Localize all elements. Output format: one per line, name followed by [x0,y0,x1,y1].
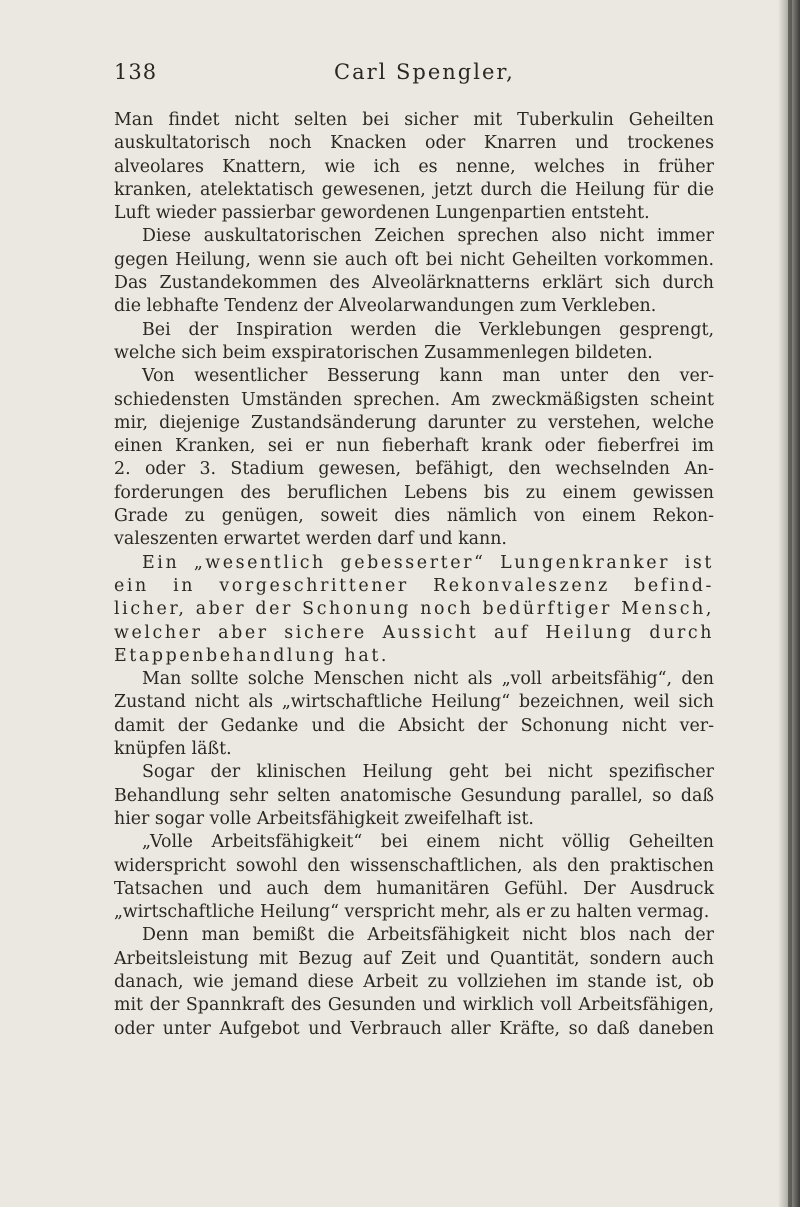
text-line: Das Zustandekommen des Alveolärknatterns erklärt sich durch [114,273,714,294]
text-line: widerspricht sowohl den wissenschaftlichen, als den praktischen [114,855,714,876]
text-line: knüpfen läßt. [114,739,232,760]
text-line: Grade zu genügen, soweit dies nämlich von einem Rekon- [114,506,714,527]
text-line: Man sollte solche Menschen nicht als „voll arbeitsfähig“, den [142,669,714,690]
text-line: Man findet nicht selten bei sicher mit Tuberkulin Geheilten [114,110,714,130]
text-line: Ein „wesentlich gebesserter“ Lungenkranker ist [142,552,714,573]
text-line: Zustand nicht als „wirtschaftliche Heilung“ bezeichnen, weil sich [114,692,714,713]
text-line: „wirtschaftliche Heilung“ verspricht mehr, als er zu halten vermag. [114,902,710,923]
text-line: Arbeitsleistung mit Bezug auf Zeit und Quantität, sondern auch [114,948,714,969]
text-line: Bei der Inspiration werden die Verklebungen gesprengt, [142,319,714,340]
text-line: Luft wieder passierbar gewordenen Lungenpartien entsteht. [114,203,650,224]
body-text [114,109,714,1041]
text-line: auskultatorisch noch Knacken oder Knarren und trockenes [114,133,714,154]
text-line: oder unter Aufgebot und Verbrauch aller Kräfte, so daß daneben [114,1018,714,1039]
text-line: „Volle Arbeitsfähigkeit“ bei einem nicht völlig Geheilten [142,832,714,853]
text-line: kranken, atelektatisch gewesenen, jetzt durch die Heilung für die [114,179,714,200]
text-line: alveolares Knattern, wie ich es nenne, welches in früher [114,156,714,177]
text-line: Behandlung sehr selten anatomische Gesundung parallel, so daß [114,785,714,806]
text-line: 2. oder 3. Stadium gewesen, befähigt, den wechselnden An- [114,459,714,480]
text-line: Diese auskultatorischen Zeichen sprechen also nicht immer [142,226,714,247]
text-line: welche sich beim exspiratorischen Zusammenlegen bildeten. [114,342,653,363]
text-line: Etappenbehandlung hat. [114,645,390,666]
text-line: Tatsachen und auch dem humanitären Gefühl. Der Ausdruck [114,878,714,899]
text-line: damit der Gedanke und die Absicht der Schonung nicht ver- [114,715,714,736]
text-line: Von wesentlicher Besserung kann man unter den ver- [142,366,714,387]
running-head: Carl Spengler, [334,60,515,84]
text-line: danach, wie jemand diese Arbeit zu vollziehen im stande ist, ob [114,971,714,992]
text-line: forderungen des beruflichen Lebens bis zu einem gewissen [114,482,714,503]
text-line: mit der Spannkraft des Gesunden und wirklich voll Arbeitsfähigen, [114,995,714,1016]
page-number: 138 [114,60,158,84]
text-line: mir, diejenige Zustandsänderung darunter zu verstehen, welche [114,412,714,433]
text-line: die lebhafte Tendenz der Alveolarwandungen zum Verkleben. [114,296,657,317]
text-line: einen Kranken, sei er nun fieberhaft krank oder fieberfrei im [114,436,714,457]
text-line: gegen Heilung, wenn sie auch oft bei nicht Geheilten vorkommen. [114,249,714,270]
text-line: Denn man bemißt die Arbeitsfähigkeit nicht blos nach der [142,925,714,946]
binding-edge [788,0,792,1207]
text-line: Sogar der klinischen Heilung geht bei nicht spezifischer [142,762,714,783]
text-line: valeszenten erwartet werden darf und kann. [114,529,507,550]
page-header [114,60,694,90]
text-line: licher, aber der Schonung noch bedürftiger Mensch, [114,599,714,620]
text-line: welcher aber sichere Aussicht auf Heilung durch [114,622,714,643]
text-line: hier sogar volle Arbeitsfähigkeit zweifelhaft ist. [114,808,534,829]
text-line: schiedensten Umständen sprechen. Am zweckmäßigsten scheint [114,389,714,410]
text-line: ein in vorgeschrittener Rekonvaleszenz befind- [114,575,714,596]
